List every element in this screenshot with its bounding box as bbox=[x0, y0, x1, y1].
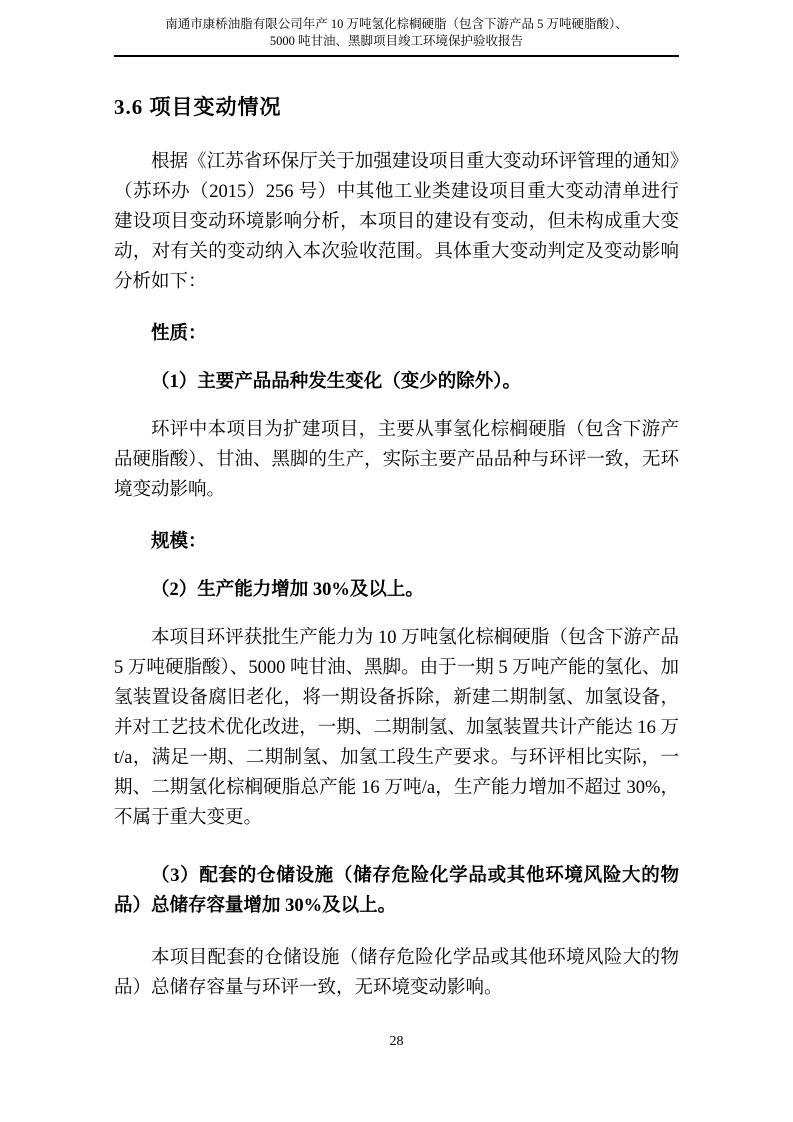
header-title-line1: 南通市康桥油脂有限公司年产 10 万吨氢化棕榈硬脂（包含下游产品 5 万吨硬脂酸）、 bbox=[165, 17, 628, 31]
header-title-line2: 5000 吨甘油、黑脚项目竣工环境保护验收报告 bbox=[269, 34, 524, 48]
section-title: 3.6 项目变动情况 bbox=[114, 95, 282, 119]
scale-label: 规模： bbox=[151, 532, 207, 552]
nature-label: 性质： bbox=[151, 324, 207, 344]
page-footer bbox=[0, 1032, 793, 1052]
item2-title: （2）生产能力增加 30%及以上。 bbox=[151, 580, 424, 600]
item3-body: 本项目配套的仓储设施（储存危险化学品或其他环境风险大的物品）总储存容量与环评一致，无环境变动影响。 bbox=[114, 948, 679, 998]
page-number: 28 bbox=[389, 1034, 404, 1049]
item1-title: （1）主要产品品种发生变化（变少的除外）。 bbox=[151, 372, 522, 392]
item1-body: 环评中本项目为扩建项目，主要从事氢化棕榈硬脂（包含下游产品硬脂酸）、甘油、黑脚的生产，实际主要产品品种与环评一致，无环境变动影响。 bbox=[114, 420, 679, 500]
intro-paragraph: 根据《江苏省环保厅关于加强建设项目重大变动环评管理的通知》（苏环办（2015）256 号）中其他工业类建设项目重大变动清单进行建设项目变动环境影响分析，本项目的建设有变动，但未构成重大变动，对有关的变动纳入本次验收范围。具体重大变动判定及变动影响分析如下： bbox=[114, 152, 679, 292]
item2-body: 本项目环评获批生产能力为 10 万吨氢化棕榈硬脂（包含下游产品 5 万吨硬脂酸）、5000 吨甘油、黑脚。由于一期 5 万吨产能的氢化、加氢装置设备腐旧老化，将一期设备拆除，新建二期制氢、加氢设备，并对工艺技术优化改进，一期、二期制氢、加氢装置共计产能达 16 万 t/a，满足一期、二期制氢、加氢工段生产要求。与环评相比实际，一期、二期氢化棕榈硬脂总产能 16 万吨/a，生产能力增加不超过 30%，不属于重大变更。 bbox=[114, 628, 679, 828]
document-body bbox=[114, 0, 679, 1003]
item3-title: （3）配套的仓储设施（储存危险化学品或其他环境风险大的物品）总储存容量增加 30%及以上。 bbox=[114, 866, 679, 916]
